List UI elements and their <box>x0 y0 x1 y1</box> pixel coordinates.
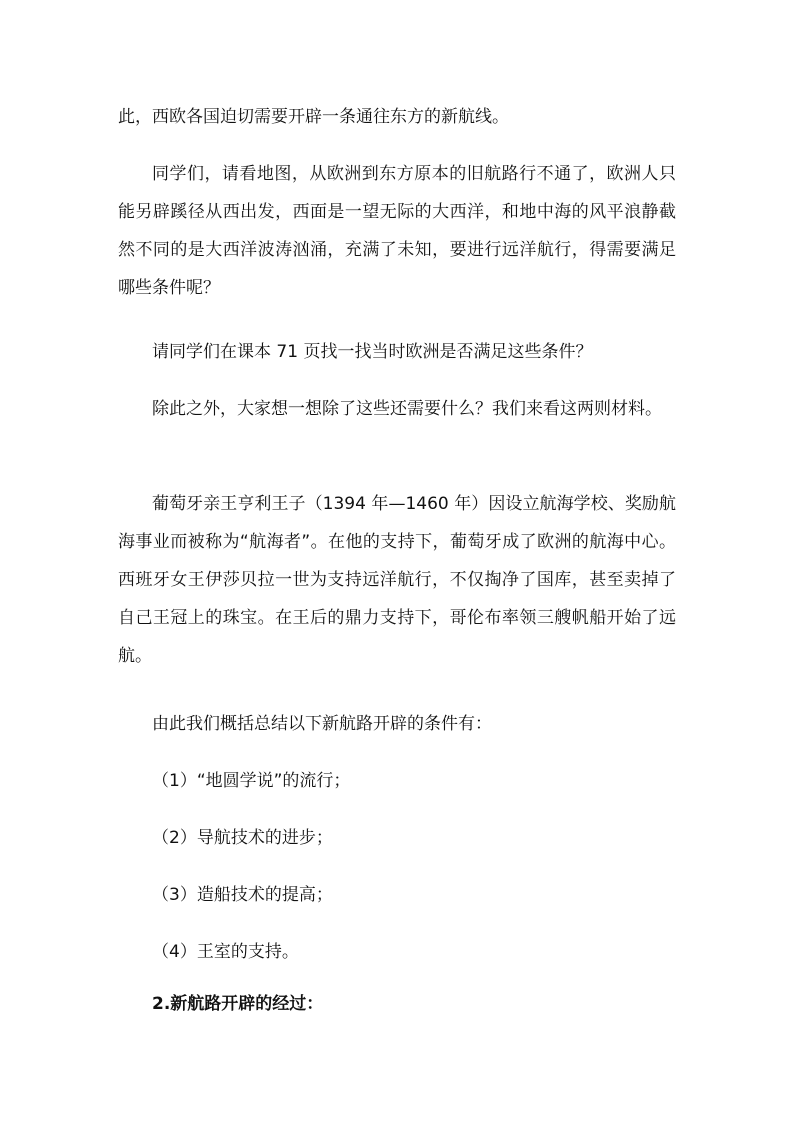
paragraph-summary: 由此我们概括总结以下新航路开辟的条件有： <box>152 714 492 734</box>
paragraph-other-needs: 除此之外，大家想一想除了这些还需要什么？我们来看这两则材料。 <box>152 399 662 419</box>
section-heading: 2.新航路开辟的经过： <box>152 994 324 1014</box>
paragraph-textbook-question: 请同学们在课本 71 页找一找当时欧洲是否满足这些条件？ <box>152 342 593 362</box>
condition-item: （2）导航技术的进步； <box>152 828 333 848</box>
paragraph-map-intro: 同学们，请看地图，从欧洲到东方原本的旧航路行不通了，欧洲人只能另辟蹊径从西出发，西面是一望无际的大西洋，和地中海的风平浪静截然不同的是大西洋波涛汹涌，充满了未知，要进行远洋航行，得需要满足哪些条件呢？ <box>118 164 676 298</box>
paragraph-material: 葡萄牙亲王亨利王子（1394 年—1460 年）因设立航海学校、奖励航海事业而被称为“航海者”。在他的支持下，葡萄牙成了欧洲的航海中心。西班牙女王伊莎贝拉一世为支持远洋航行，不仅掏净了国库，甚至卖掉了自己王冠上的珠宝。在王后的鼎力支持下，哥伦布率领三艘帆船开始了远航。 <box>118 494 676 666</box>
condition-item: （4）王室的支持。 <box>152 942 299 962</box>
condition-item: （1）“地圆学说”的流行； <box>152 771 351 791</box>
paragraph-continuation: 此，西欧各国迫切需要开辟一条通往东方的新航线。 <box>118 107 509 127</box>
condition-item: （3）造船技术的提高； <box>152 885 333 905</box>
